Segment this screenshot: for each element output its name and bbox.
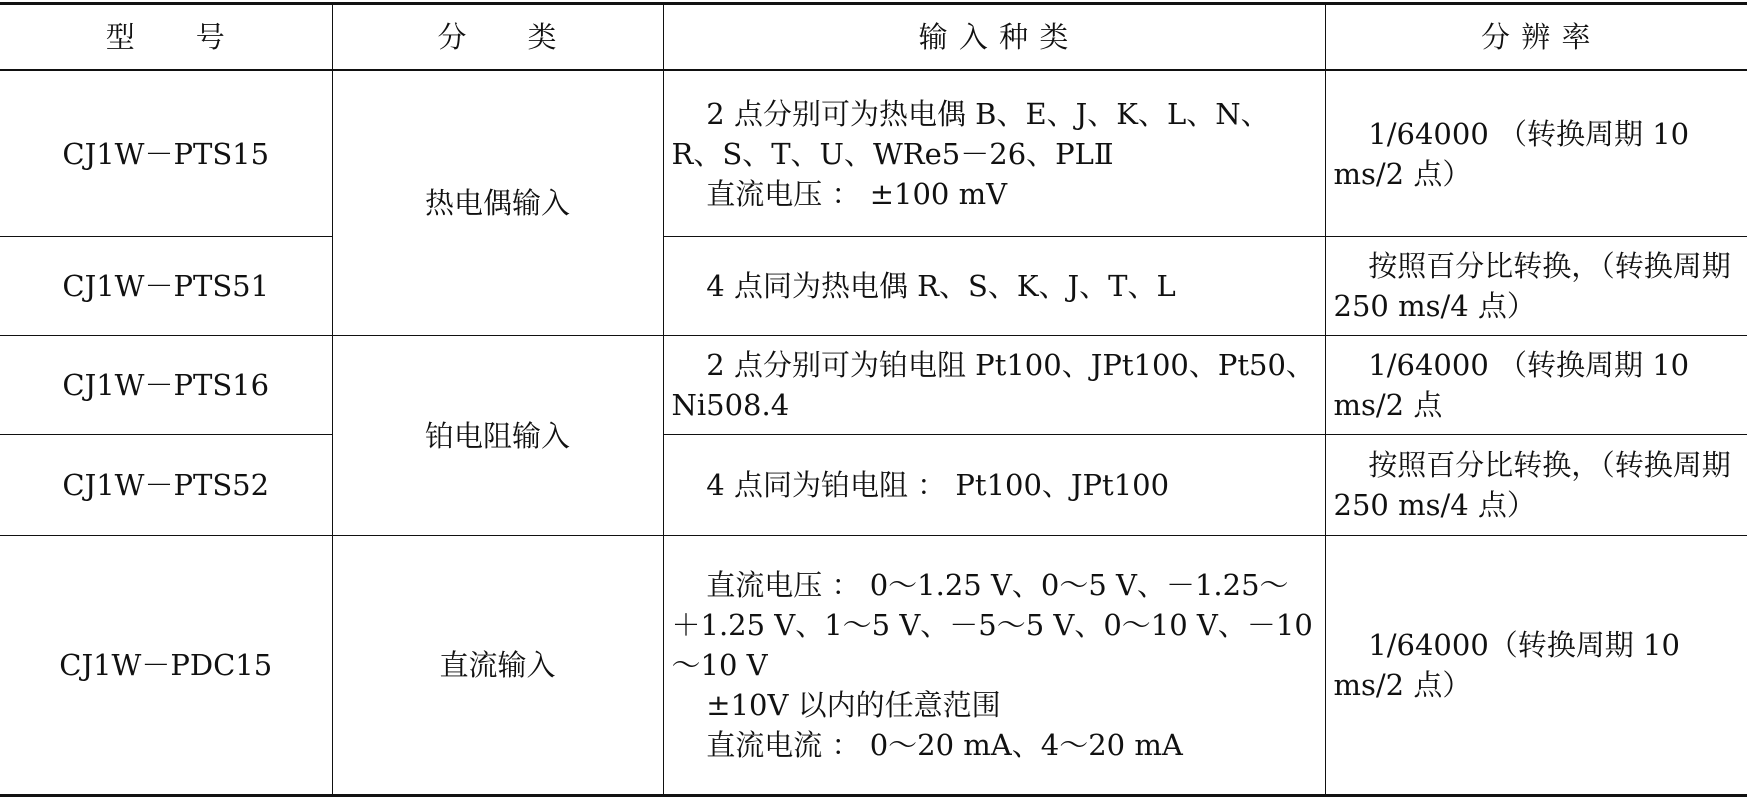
header-input-type: 输 入 种 类: [663, 4, 1325, 71]
input-type-line: ±10V 以内的任意范围: [706, 688, 1001, 722]
table-row: [0, 536, 1747, 796]
input-type-cell: [663, 536, 1325, 796]
spec-table: [0, 2, 1747, 797]
input-type-line: 直流电压 ： 0～1.25 V、0～5 V、－1.25～＋1.25 V、1～5 V、－5～5 V、0～10 V、－10～10 V: [671, 568, 1313, 682]
model-cell: CJ1W－PDC15: [0, 536, 332, 796]
header-category: 分 类: [332, 4, 663, 71]
input-type-line: 4 点同为铂电阻 ： Pt100、JPt100: [706, 468, 1170, 502]
input-type-line: 直流电压 ： ±100 mV: [706, 176, 1008, 211]
resolution-cell: [1325, 336, 1747, 435]
table-row: [0, 336, 1747, 435]
input-type-cell: [663, 435, 1325, 536]
header-resolution: 分 辨 率: [1325, 4, 1747, 71]
table-row: [0, 70, 1747, 237]
resolution-cell: [1325, 536, 1747, 796]
header-model: 型 号: [0, 4, 332, 71]
model-cell: CJ1W－PTS15: [0, 70, 332, 237]
input-type-line: 4 点同为热电偶 R、S、K、J、T、L: [706, 269, 1176, 303]
resolution-text: 按照百分比转换，（转换周期 250 ms/4 点）: [1333, 448, 1731, 522]
resolution-text: 1/64000 （转换周期 10 ms/2 点: [1333, 348, 1690, 422]
category-cell: 铂电阻输入: [332, 336, 663, 536]
category-cell: 热电偶输入: [332, 70, 663, 336]
resolution-cell: [1325, 237, 1747, 336]
input-type-line: 2 点分别可为铂电阻 Pt100、JPt100、Pt50、Ni508.4: [671, 348, 1315, 422]
table-row: [0, 237, 1747, 336]
table-row: [0, 435, 1747, 536]
input-type-cell: [663, 237, 1325, 336]
category-cell: 直流输入: [332, 536, 663, 796]
input-type-cell: [663, 70, 1325, 237]
header-row: [0, 4, 1747, 71]
input-type-cell: [663, 336, 1325, 435]
resolution-text: 1/64000 （转换周期 10 ms/2 点）: [1333, 116, 1690, 191]
resolution-cell: [1325, 435, 1747, 536]
resolution-text: 1/64000（转换周期 10 ms/2 点）: [1333, 628, 1680, 702]
resolution-cell: [1325, 70, 1747, 237]
model-cell: CJ1W－PTS52: [0, 435, 332, 536]
model-cell: CJ1W－PTS51: [0, 237, 332, 336]
resolution-text: 按照百分比转换，（转换周期 250 ms/4 点）: [1333, 249, 1731, 323]
model-cell: CJ1W－PTS16: [0, 336, 332, 435]
input-type-line: 直流电流 ： 0～20 mA、4～20 mA: [706, 728, 1183, 762]
input-type-line: 2 点分别可为热电偶 B、E、J、K、L、N、R、S、T、U、WRe5－26、PLⅡ: [671, 96, 1270, 171]
